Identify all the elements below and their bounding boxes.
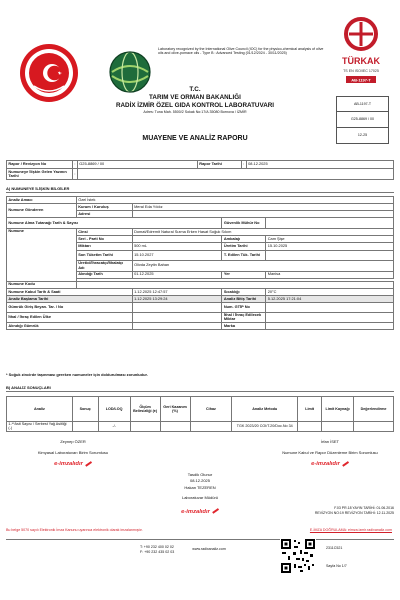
table-cell [72,422,98,432]
packaging-label: Ambalajı [222,236,266,243]
revision-number: REVİZYON NO:19 REVİZYON TARİHİ: 12.11.2025 [314,510,394,515]
fax-number: F: +90 232 435 02 03 [140,549,175,554]
table-cell: -/- [98,422,130,432]
temperature-value: 20°C [266,288,394,295]
e-signature-mark [311,461,349,467]
customs-office-label: Alındığı Gümrük [7,322,133,329]
col-header: Limit [298,397,322,422]
recommended-date-value [266,250,394,260]
lab-address: Adres: Tuna Mah. 5500/2 Sokak No:17/A 35080 Bornova / İZMİR [143,110,247,114]
pen-icon [342,461,349,466]
quantity-label: Miktarı [76,243,132,250]
section-a-title: A) NUMUNEYE İLİŞKİN BİLGİLER [6,187,394,193]
signature-left [18,440,128,468]
address-value [132,211,393,218]
turkak-accreditation-logo [334,14,388,100]
purpose-label: Analiz Amacı [7,197,77,204]
request-date-label: Numuneye İlişkin Gelen Yazının Tarihi [7,169,73,180]
code-box: G25-8869 / 00 [336,112,389,128]
pen-icon [85,461,92,466]
analysis-end-value: 5.12.2025 17:21:04 [266,295,394,302]
code-box: 12-25 [336,128,389,144]
expiry-date-label: Son Tüketim Tarihi [76,250,132,260]
col-header: Sonuç [72,397,98,422]
signer-name: İrfan İSET [320,439,339,444]
analysis-end-label: Analiz Bitiş Tarihi [222,295,266,302]
place-value: Manisa [266,271,394,278]
contact-info [140,545,226,555]
sample-label: Numune [7,229,77,281]
signer-role: Kimyasal Laboratuvarı Birim Sorumlusu [37,449,109,455]
lot-label: Seri - Parti No [76,236,132,243]
col-header: Analiz Metodu [232,397,298,422]
code-box: AB-1197-T [336,96,389,112]
e-signature-text: e-imzalıdır [54,461,83,468]
lab-name: RADİX İZMİR ÖZEL GIDA KONTROL LABORATUVARI [115,101,275,109]
request-date [77,169,393,180]
sample-code-label: Numune Kodu [7,281,77,288]
table-cell: 1-**Asit Sayısı / Serbest Yağ Asitliği (-) [7,422,73,432]
table-cell [160,422,190,432]
qr-code [280,538,316,574]
certification-label: Tasdik Olunur [187,472,213,477]
temperature-label: Sıcaklığı [222,288,266,295]
svg-text:TS EN ISO/IEC 17025: TS EN ISO/IEC 17025 [343,69,379,73]
signer-name: Hakan TEZEREN [184,484,216,490]
sampling-date-label: Alındığı Tarih [76,271,132,278]
svg-text:TÜRKAK: TÜRKAK [342,56,380,66]
table-cell: TGK 2023/20 COI/T.20/Doc.No 34 [232,422,298,432]
sampling-record-label: Numune Alma Tutanağı Tarih & Sayısı [7,218,222,229]
signer-role: Numune Kabul ve Rapor Düzenleme Birim Sorumlusu [282,449,378,455]
type-value: Domat/Edremit Natural Sızma Erken Hasat Soğuk Sıkım [132,229,393,236]
col-header: Değerlendirme [354,397,394,422]
col-header: Ölçüm Belirsizliği (±) [130,397,160,422]
producer-value: Olivda Zeytin Bahan [132,260,393,271]
legal-notice: Bu belge 5070 sayılı Elektronik İmza Kanunu uyarınca elektronik olarak imzalanmıştır. [6,528,143,532]
report-date: 08.12.2025 [246,161,393,169]
certification-date: 08.12.2025 [189,478,211,484]
section-b-title: B) ANALİZ SONUÇLARI [6,386,394,392]
cold-chain-note: * Soğuk zincirde taşınması gereken numuneler için doldurulması zorunludur. [6,372,148,377]
seal-number-value [266,218,394,229]
ioc-recognition-text: Laboratory recognized by the International Olive Council (IOC) for the physico-chemical analysis of olive oils and olive-pomace oils - Type B : Advanced Testing (01/12/2024 - 30/11/2025) [158,47,324,56]
signer-name: Zeynep ÖZER [60,439,86,444]
analysis-start-value: 1.12.2025 13:29:24 [132,295,222,302]
production-date-label: Üretim Tarihi [222,243,266,250]
tc-label: T.C. [189,86,201,93]
report-number: G25-8869 / 00 [77,161,197,169]
col-header: Analiz [7,397,73,422]
table-cell [130,422,160,432]
col-header: Geri Kazanım (%) [160,397,190,422]
brand-label: Marka [222,322,266,329]
packaging-value: Cam Şişe [266,236,394,243]
report-date-label: Rapor Tarihi [197,161,241,169]
page-number: Sayfa No 1/7 [326,564,347,568]
table-cell [298,422,322,432]
quantity-value: 500 mL [132,243,222,250]
sample-info-table [6,196,394,330]
pen-icon [212,508,219,513]
report-title: MUAYENE VE ANALİZ RAPORU [142,135,248,142]
sampling-date-value: 01.12.2025 [132,271,222,278]
report-number-label: Rapor / Revizyon No [7,161,73,169]
address-label: Adresi [76,211,132,218]
table-cell [190,422,232,432]
acceptance-value: 1.12.2025 12:47:57 [132,288,222,295]
table-cell [354,422,394,432]
gtip-label: Num. GTİP No [222,302,266,312]
report-info-table: Rapor / Revizyon No : G25-8869 / 00 Rapor Tarihi : 08.12.2025 Numuneye İlişkin Gelen Yazının Tarihi : [6,160,394,180]
signature-right [275,440,385,468]
form-info [236,506,394,515]
expiry-date-value: 15.10.2027 [132,250,222,260]
report-header [60,86,330,114]
table-row [7,422,394,432]
footer-divider [6,539,394,540]
customs-entry-label: Gümrük Giriş Beyan. Tar. / No [7,302,133,312]
purpose-value: Özel İstek [76,197,393,204]
producer-label: Üretici/İhracatçı/İthalatçı Adı [76,260,132,271]
production-date-value: 15.10.2025 [266,243,394,250]
phone-number: T: +90 232 400 02 02 [140,545,174,549]
e-signature-verify-link[interactable]: E-İMZA DOĞRULAMA: eimza.izmir.radixanaliz.com [309,528,392,532]
e-signature-text: e-imzalıdır [311,461,340,468]
e-signature-mark [181,509,219,515]
acceptance-label: Numune Kabul Tarih & Saati [7,288,133,295]
signer-role: Laboratuvar Müdürü [181,495,219,501]
results-table [6,396,394,432]
import-quantity-label: İthal / İhraç Edilecek Miktar [222,312,266,322]
institution-label: Kurum / Kuruluş [76,204,132,211]
analysis-start-label: Analiz Başlama Tarihi [7,295,133,302]
col-header: LOD/LOQ [98,397,130,422]
ministry-name: TARIM VE ORMAN BAKANLIĞI [149,94,241,102]
col-header: Cihaz [190,397,232,422]
e-signature-text: e-imzalıdır [181,508,210,515]
type-label: Cinsi [76,229,132,236]
table-cell [322,422,354,432]
document-id: 2311C521 [326,546,343,550]
accreditation-code-boxes [336,96,389,144]
website-link[interactable]: www.radixanaliz.com [192,547,226,551]
seal-number-label: Güvenlik Mühür No [222,218,266,229]
e-signature-mark [54,461,92,467]
svg-text:AB-1197-T: AB-1197-T [351,77,371,83]
place-label: Yer [222,271,266,278]
recommended-date-label: T. Edilen Tük. Tarihi [222,250,266,260]
form-number: F.03 PR.18 YAYIN TARİHİ: 01.06.2016 [334,506,394,510]
sender-label: Numune Gönderen [7,204,77,218]
import-country-label: İthal / İhraç Edilen Ülke [7,312,133,322]
col-header: Limit Kaynağı [322,397,354,422]
institution-value: Meral Eda Yıldız [132,204,393,211]
